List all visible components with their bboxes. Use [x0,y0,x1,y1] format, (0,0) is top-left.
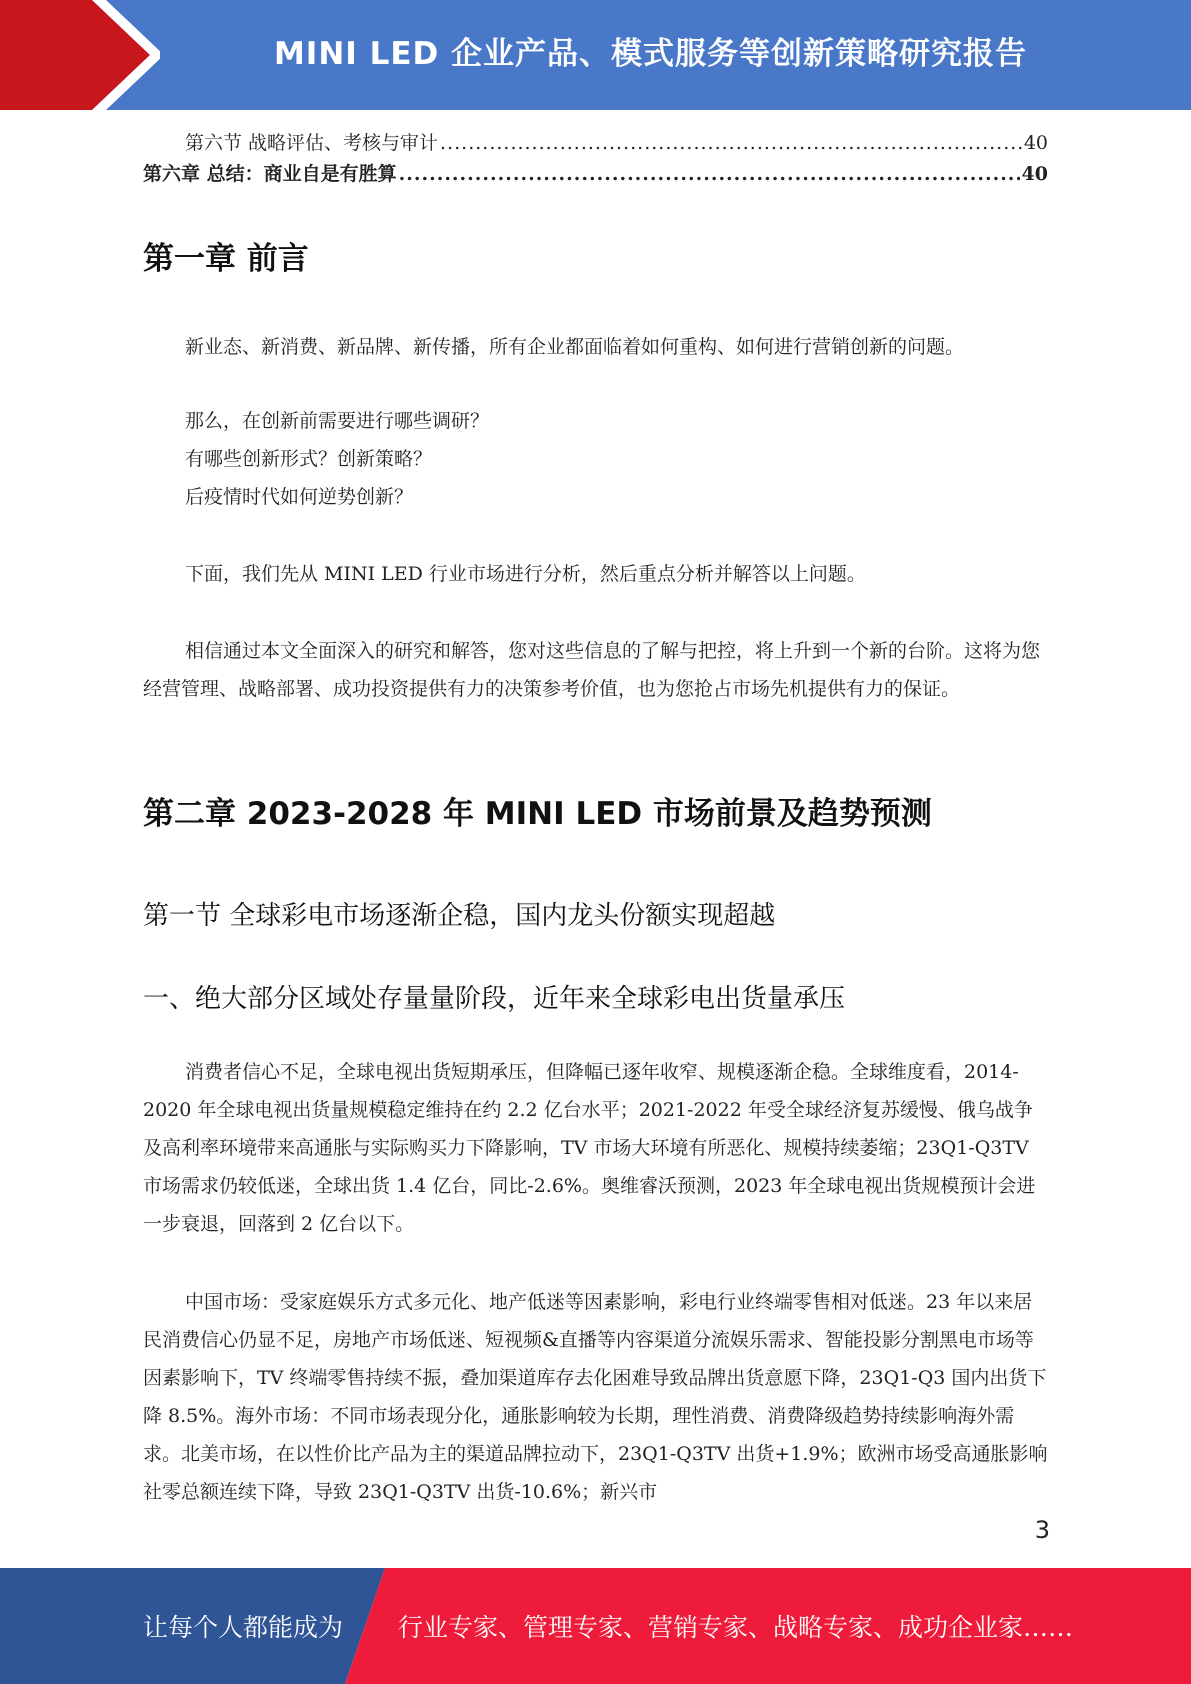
footer-slogan-left: 让每个人都能成为 [143,1613,344,1642]
toc-entry[interactable] [143,159,1048,190]
chapter1-question: 后疫情时代如何逆势创新？ [185,486,414,508]
subsection-heading: 一、绝大部分区域处存量量阶段，近年来全球彩电出货量承压 [143,984,846,1014]
toc-entry[interactable] [143,128,1048,159]
chapter1-paragraph: 下面，我们先从 MINI LED 行业市场进行分析，然后重点分析并解答以上问题。 [185,563,866,585]
chapter2-paragraph: 消费者信心不足，全球电视出货短期承压，但降幅已逐年收窄、规模逐渐企稳。全球维度看，2014-2020 年全球电视出货量规模稳定维持在约 2.2 亿台水平；2021-2022 年受全球经济复苏缓慢、俄乌战争及高利率环境带来高通胀与实际购买力下降影响，TV 市场大环境有所恶化、规模持续萎缩；23Q1-Q3TV 市场需求仍较低迷，全球出货 1.4 亿台，同比-2.6%。奥维睿沃预测，2023 年全球电视出货规模预计会进一步衰退，回落到 2 亿台以下。 [143,1061,1036,1235]
toc-entry-page: 40 [1021,163,1048,185]
report-title: MINI LED 企业产品、模式服务等创新策略研究报告 [273,35,1028,72]
chapter1-paragraph: 新业态、新消费、新品牌、新传播，所有企业都面临着如何重构、如何进行营销创新的问题。 [185,336,965,358]
page-footer [0,1568,1191,1684]
toc-leader-dots [440,132,1022,154]
toc-entry-page: 40 [1023,132,1048,154]
page-header [0,0,1191,110]
toc-leader-dots [399,163,1020,185]
page-number: 3 [1034,1516,1050,1544]
chapter1-question: 有哪些创新形式？创新策略？ [185,448,433,470]
toc-fragment [143,128,1048,190]
section-heading: 第一节 全球彩电市场逐渐企稳，国内龙头份额实现超越 [143,901,776,931]
chapter1-question: 那么，在创新前需要进行哪些调研？ [185,410,490,432]
chapter2-paragraph: 中国市场：受家庭娱乐方式多元化、地产低迷等因素影响，彩电行业终端零售相对低迷。23 年以来居民消费信心仍显不足，房地产市场低迷、短视频&直播等内容渠道分流娱乐需求、智能投影分割黑电市场等因素影响下，TV 终端零售持续不振，叠加渠道库存去化困难导致品牌出货意愿下降，23Q1-Q3 国内出货下降 8.5%。海外市场：不同市场表现分化，通胀影响较为长期，理性消费、消费降级趋势持续影响海外需求。北美市场，在以性价比产品为主的渠道品牌拉动下，23Q1-Q3TV 出货+1.9%；欧洲市场受高通胀影响社零总额连续下降，导致 23Q1-Q3TV 出货-10.6%；新兴市 [143,1291,1048,1503]
chapter1-paragraph: 相信通过本文全面深入的研究和解答，您对这些信息的了解与把控，将上升到一个新的台阶。这将为您经营管理、战略部署、成功投资提供有力的决策参考价值，也为您抢占市场先机提供有力的保证。 [143,640,1041,700]
footer-slogan-right: 行业专家、管理专家、营销专家、战略专家、成功企业家…… [398,1613,1074,1642]
chapter2-heading: 第二章 2023-2028 年 MINI LED 市场前景及趋势预测 [143,796,932,832]
toc-entry-label: 第六节 战略评估、考核与审计 [185,132,439,154]
toc-entry-label: 第六章 总结：商业自是有胜算 [143,163,397,185]
red-chevron-logo-icon [0,0,160,110]
chapter1-heading: 第一章 前言 [143,241,309,277]
